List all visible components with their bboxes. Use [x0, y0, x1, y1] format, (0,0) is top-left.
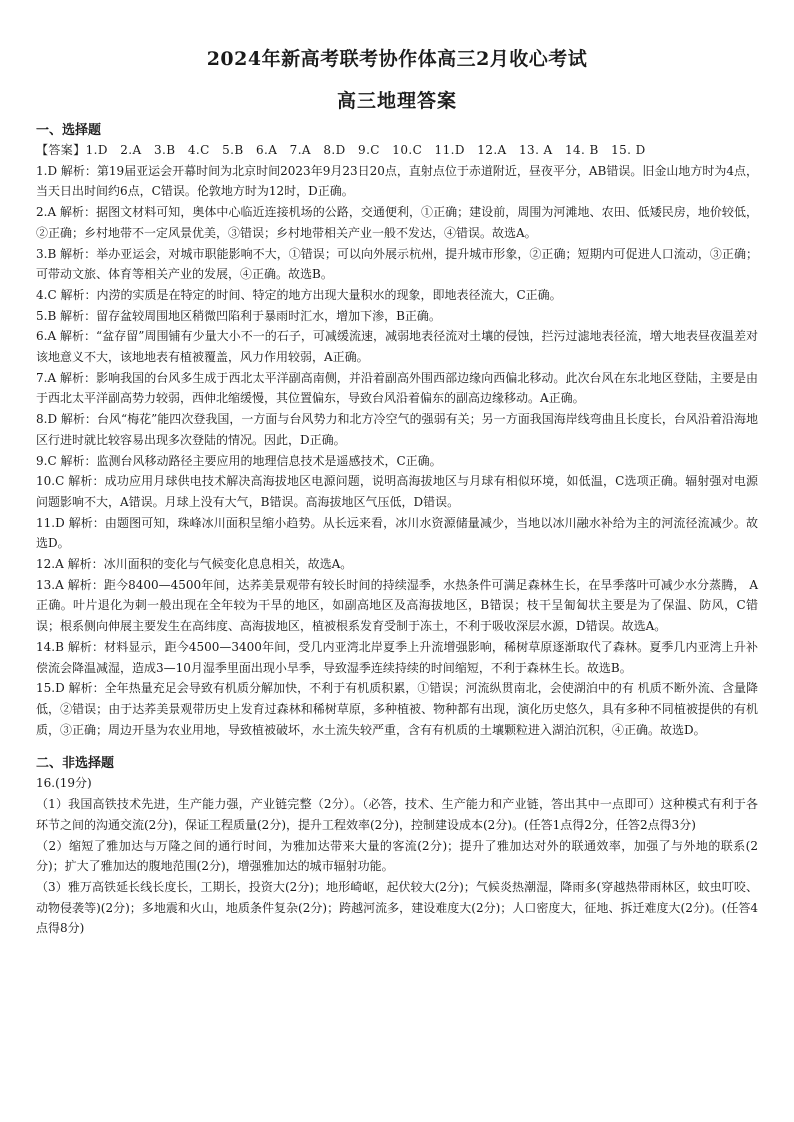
- explanation-6: 6.A 解析：“盆存留”周围铺有少量大小不一的石子，可减缓流速，减弱地表径流对土壤的侵蚀，拦污过滤地表径流，增大地表昼夜温差对该地意义不大，该地地表有植被覆盖，风力作用较弱，A正确。: [36, 329, 758, 365]
- explanation-10: 10.C 解析：成功应用月球供电技术解决高海拔地区电源问题，说明高海拔地区与月球有相似环境，如低温，C选项正确。辐射强对电源问题影响不大，A错误。月球上没有大气，B错误。高海拔地区气压低，D错误。: [36, 474, 758, 509]
- question-16-label: 16.(19分): [36, 776, 92, 791]
- section-free-response: [36, 755, 758, 939]
- question-16-part-1: （1）我国高铁技术先进，生产能力强，产业链完整（2分）。（必答，技术、生产能力和产业链，答出其中一点即可）这种模式有利于各环节之间的沟通交流(2分)，保证工程质量(2分)，提升工程效率(2分)，控制建设成本(2分)。(任答1点得2分，任答2点得3分): [36, 797, 758, 832]
- explanation-7: 7.A 解析：影响我国的台风多生成于西北太平洋副高南侧，并沿着副高外围西部边缘向西偏北移动。此次台风在东北地区登陆，主要是由于西北太平洋副高势力较弱，西伸北缩缓慢，其位置偏东，导致台风沿着偏东的副高边缘移动。A正确。: [36, 370, 758, 406]
- section-heading: 二、非选择题: [36, 756, 115, 772]
- explanation-13: 13.A 解析：距今8400—4500年间，达荞美景观带有较长时间的持续湿季，水热条件可满足森林生长，在旱季落叶可减少水分蒸腾， A正确。叶片退化为刺一般出现在全年较为干旱的地区，如副高地区及高海拔地区，B错误；枝干呈匍匐状主要是为了保温、防风，C错误；根系侧向伸展主要发生在高纬度、高海拔地区，植被根系发育受制于冻土，不利于吸收深层水源，D错误。故选A。: [36, 577, 758, 634]
- section-multiple-choice: [36, 122, 758, 740]
- explanation-1: 1.D 解析：第19届亚运会开幕时间为北京时间2023年9月23日20点，直射点位于赤道附近，昼夜平分，AB错误。旧金山地方时为4点，当天日出时间约6点，C错误。伦敦地方时为12时，D正确。: [36, 163, 758, 199]
- document-subtitle: 高三地理答案: [336, 90, 457, 112]
- section-heading: 一、选择题: [36, 123, 102, 138]
- explanation-4: 4.C 解析：内涝的实质是在特定的时间、特定的地方出现大量积水的现象，即地表径流大，C正确。: [36, 287, 562, 302]
- explanation-8: 8.D 解析：台风“梅花”能四次登我国，一方面与台风势力和北方冷空气的强弱有关；另一方面我国海岸线弯曲且长度长，台风沿着沿海地区行进时就比较容易出现多次登陆的情况。因此，D正确。: [36, 412, 758, 447]
- explanation-5: 5.B 解析：留存盆较周围地区稍微凹陷利于暴雨时汇水，增加下渗，B正确。: [36, 308, 441, 323]
- explanation-14: 14.B 解析：材料显示，距今4500—3400年间，受几内亚湾北岸夏季上升流增强影响，稀树草原逐渐取代了森林。夏季几内亚湾上升补偿流会降温减湿，造成3—10月湿季里面出现小旱季，导致湿季连续持续的时间缩短，不利于森林生长。故选B。: [36, 639, 758, 675]
- explanation-11: 11.D 解析：由题图可知，珠峰冰川面积呈缩小趋势。从长远来看，冰川水资源储量减少，当地以冰川融水补给为主的河流径流减少。故选D。: [36, 515, 758, 551]
- answer-key: 【答案】1.D 2.A 3.B 4.C 5.B 6.A 7.A 8.D 9.C 10.C 11.D 12.A 13. A 14. B 15. D: [36, 143, 646, 157]
- document-title: 2024年新高考联考协作体高三2月收心考试: [206, 48, 588, 70]
- explanation-12: 12.A 解析：冰川面积的变化与气候变化息息相关，故选A。: [36, 557, 353, 572]
- explanation-3: 3.B 解析：举办亚运会，对城市职能影响不大，①错误；可以向外展示杭州，提升城市形象，②正确；短期内可促进人口流动，③正确；可带动文旅、体育等相关产业的发展，④正确。故选B。: [36, 246, 758, 282]
- explanation-2: 2.A 解析：据图文材料可知，奥体中心临近连接机场的公路，交通便利，①正确；建设前，周围为河滩地、农田、低矮民房，地价较低，②正确；乡村地带不一定风景优美，③错误；乡村地带相关产业一般不发达，④错误。故选A。: [36, 205, 758, 240]
- explanation-9: 9.C 解析：监测台风移动路径主要应用的地理信息技术是遥感技术，C正确。: [36, 453, 442, 468]
- explanation-15: 15.D 解析：全年热量充足会导致有机质分解加快，不利于有机质积累，①错误；河流纵贯南北，会使湖泊中的有 机质不断外流、含量降低，②错误；由于达荞美景观带历史上发育过森林和稀树草原，多种植被、物种都有出现，演化历史悠久，具有多种不同植被提供的有机质，③正确；周边开垦为农业用地，导致植被破坏，水土流失较严重，含有有机质的土壤颗粒进入湖泊沉积，④正确。故选D。: [36, 681, 758, 737]
- question-16-part-2: （2）缩短了雅加达与万隆之间的通行时间，为雅加达带来大量的客流(2分)；提升了雅加达对外的联通效率，加强了与外地的联系(2分)；扩大了雅加达的腹地范围(2分)，增强雅加达的城市辐射功能。: [36, 838, 758, 874]
- question-16-part-3: （3）雅万高铁延长线长度长，工期长，投资大(2分)；地形崎岖，起伏较大(2分)；气候炎热潮湿，降雨多(穿越热带雨林区，蚊虫叮咬、动物侵袭等)(2分)；多地震和火山，地质条件复杂(2分)；跨越河流多，建设难度大(2分)；人口密度大，征地、拆迁难度大(2分)。(任答4点得8分): [36, 879, 758, 936]
